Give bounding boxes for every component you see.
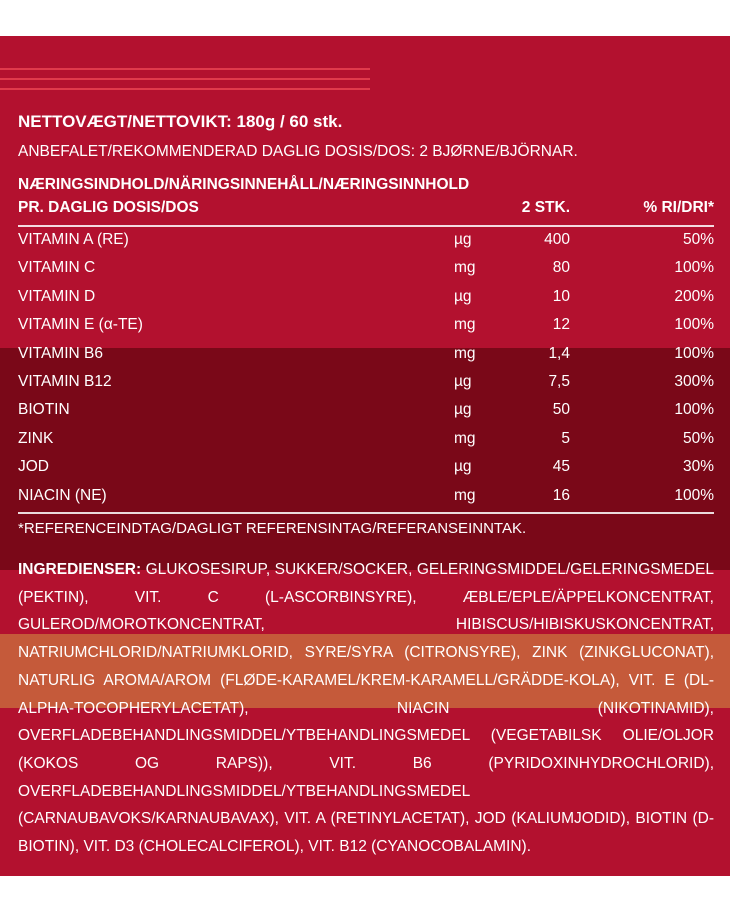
table-row <box>18 227 714 255</box>
table-row <box>18 284 714 312</box>
nutrient-value: 7,5 <box>548 372 570 390</box>
nutrient-name: VITAMIN C <box>18 259 96 277</box>
nutrient-name: VITAMIN E (α-TE) <box>18 316 143 334</box>
nutrient-unit: mg <box>454 344 476 362</box>
table-row <box>18 341 714 369</box>
decor-stripe <box>0 88 370 90</box>
ingredients-text <box>18 556 714 861</box>
product-label <box>0 36 730 876</box>
nutrition-header: NÆRINGSINDHOLD/NÄRINGSINNEHÅLL/NÆRINGSINNHOLD <box>18 176 470 193</box>
nutrient-ri: 100% <box>674 344 714 362</box>
nutrient-value: 12 <box>552 316 570 334</box>
nutrient-value: 80 <box>552 259 570 277</box>
daily-dose: ANBEFALET/REKOMMENDERAD DAGLIG DOSIS/DOS: 2 BJØRNE/BJÖRNAR. <box>18 143 578 160</box>
table-row <box>18 454 714 482</box>
nutrient-unit: µg <box>454 287 472 305</box>
nutrient-value: 1,4 <box>548 344 570 362</box>
nutrition-subheader <box>18 199 714 221</box>
reference-footnote: *REFERENCEINDTAG/DAGLIGT REFERENSINTAG/REFERANSEINNTAK. <box>18 520 527 537</box>
nutrient-unit: mg <box>454 486 476 504</box>
nutrient-name: VITAMIN D <box>18 287 96 305</box>
nutrient-value: 45 <box>552 458 570 476</box>
nutrient-name: BIOTIN <box>18 401 70 419</box>
nutrient-ri: 200% <box>674 287 714 305</box>
table-row <box>18 426 714 454</box>
table-row <box>18 397 714 425</box>
table-row <box>18 312 714 340</box>
nutrient-value: 5 <box>561 429 570 447</box>
nutrition-table <box>18 227 714 511</box>
nutrient-ri: 100% <box>674 486 714 504</box>
nutrient-unit: µg <box>454 372 472 390</box>
nutrient-ri: 50% <box>682 429 714 447</box>
quantity-column-header: 2 STK. <box>521 199 570 216</box>
table-row <box>18 369 714 397</box>
nutrient-unit: µg <box>454 231 472 248</box>
nutrient-unit: mg <box>454 259 476 277</box>
nutrient-unit: mg <box>454 429 476 447</box>
nutrient-name: VITAMIN B12 <box>18 372 112 390</box>
net-weight: NETTOVÆGT/NETTOVIKT: 180g / 60 stk. <box>18 112 343 131</box>
ingredients-label: INGREDIENSER: <box>18 561 142 578</box>
nutrient-ri: 30% <box>682 458 714 476</box>
nutrient-name: NIACIN (NE) <box>18 486 107 504</box>
nutrient-name: ZINK <box>18 429 54 447</box>
nutrient-unit: µg <box>454 458 472 476</box>
nutrient-unit: µg <box>454 401 472 419</box>
nutrient-value: 10 <box>552 287 570 305</box>
table-row <box>18 483 714 511</box>
nutrient-ri: 50% <box>682 231 714 248</box>
nutrient-ri: 100% <box>674 401 714 419</box>
decor-stripe <box>0 78 370 80</box>
nutrient-unit: mg <box>454 316 476 334</box>
nutrient-value: 16 <box>552 486 570 504</box>
nutrient-ri: 300% <box>674 372 714 390</box>
nutrient-ri: 100% <box>674 259 714 277</box>
nutrient-name: VITAMIN B6 <box>18 344 103 362</box>
per-dose-label: PR. DAGLIG DOSIS/DOS <box>18 199 199 216</box>
ri-column-header: % RI/DRI* <box>643 199 714 216</box>
table-row <box>18 255 714 283</box>
nutrient-name: JOD <box>18 458 49 476</box>
nutrient-value: 50 <box>552 401 570 419</box>
ingredients-list: GLUKOSESIRUP, SUKKER/SOCKER, GELERINGSMIDDEL/GELERINGSMEDEL (PEKTIN), VIT. C (L-ASCORBINSYRE), ÆBLE/EPLE/ÄPPELKONCENTRAT, GULEROD/MOROTKONCENTRAT, HIBISCUS/HIBISKUSKONCENTRAT, NATRIUMCHLORID/NATRIUMKLORID, SYRE/SYRA (CITRONSYRE), ZINK (ZINKGLUCONAT), NATURLIG AROMA/AROM (FLØDE-KARAMEL/KREM-KARAMELL/GRÄDDE-KOLA), VIT. E (DL-ALPHA-TOCOPHERYLACETAT), NIACIN (NIKOTINAMID), OVERFLADEBEHANDLINGSMIDDEL/YTBEHANDLINGSMEDEL (VEGETABILSK OLIE/OLJOR (KOKOS OG RAPS)), VIT. B6 (PYRIDOXINHYDROCHLORID), OVERFLADEBEHANDLINGSMIDDEL/YTBEHANDLINGSMEDEL (CARNAUBAVOKS/KARNAUBAVAX), VIT. A (RETINYLACETAT), JOD (KALIUMJODID), BIOTIN (D-BIOTIN), VIT. D3 (CHOLECALCIFEROL), VIT. B12 (CYANOCOBALAMIN). <box>18 561 714 856</box>
nutrient-ri: 100% <box>674 316 714 334</box>
table-divider <box>18 512 714 514</box>
nutrient-name: VITAMIN A (RE) <box>18 231 129 248</box>
nutrient-value: 400 <box>544 231 570 248</box>
decor-stripe <box>0 68 370 70</box>
